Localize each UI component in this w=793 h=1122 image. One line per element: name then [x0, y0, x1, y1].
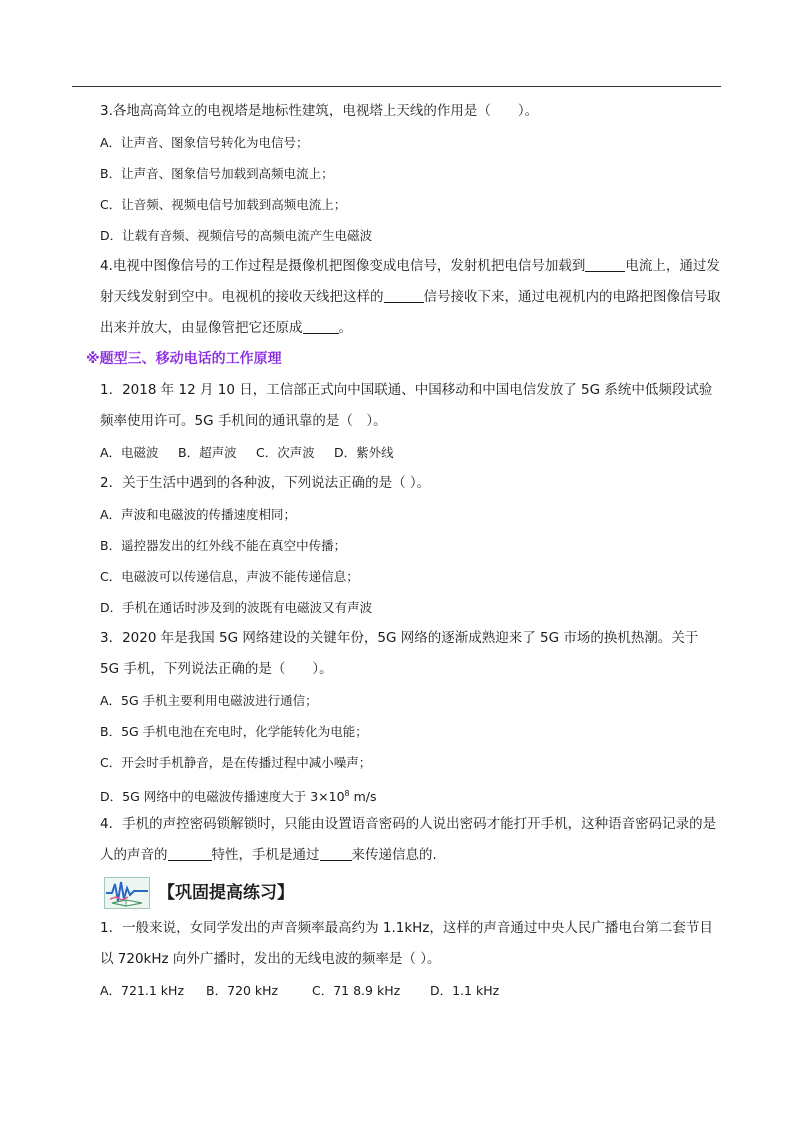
section-heading: ※题型三、移动电话的工作原理 — [86, 351, 282, 367]
question-stem: 1．2018 年 12 月 10 日，工信部正式向中国联通、中国移动和中国电信发放了 5G 系统中低频段试验频率使用许可。5G 手机间的通讯靠的是（ ）。 — [100, 382, 713, 429]
exponent: 8 — [344, 789, 350, 798]
document-body — [72, 96, 721, 1006]
question-stem: 1．一般来说，女同学发出的声音频率最高约为 1.1kHz，这样的声音通过中央人民广播电台第二套节目以 720kHz 向外广播时，发出的无线电波的频率是（ ）。 — [100, 920, 713, 967]
question-stem: 3．2020 年是我国 5G 网络建设的关键年份，5G 网络的逐渐成熟迎来了 5G 市场的换机热潮。关于 5G 手机，下列说法正确的是（ ）。 — [100, 630, 699, 677]
option-a: A．721.1 kHz — [100, 983, 185, 998]
option-d: D．手机在通话时涉及到的波既有电磁波又有声波 — [100, 600, 373, 615]
answer-blank[interactable] — [384, 287, 424, 303]
fill-in-question: 4．手机的声控密码锁解锁时，只能由设置语音密码的人说出密码才能打开手机，这种语音密码记录的是人的声音的 特性，手机是通过 来传递信息的. — [100, 816, 717, 863]
fill-in-question: 4.电视中图像信号的工作过程是摄像机把图像变成电信号，发射机把电信号加载到 电流上，通过发射天线发射到空中。电视机的接收天线把这样的 信号接收下来，通过电视机内的电路把图像信号取出来并放大，由显像管把它还原成 。 — [100, 258, 721, 336]
waveform-book-icon — [104, 877, 150, 909]
answer-blank[interactable] — [168, 845, 212, 861]
option-c: C．让音频、视频电信号加载到高频电流上； — [100, 197, 347, 212]
option-d: D．让载有音频、视频信号的高频电流产生电磁波 — [100, 228, 373, 243]
option-d: D．紫外线 — [334, 445, 394, 460]
option-a: A．5G 手机主要利用电磁波进行通信； — [100, 693, 318, 708]
option-d: D．5G 网络中的电磁波传播速度大于 $3\times 10^8$ m/s — [100, 789, 377, 804]
answer-blank[interactable] — [585, 256, 625, 272]
header-rule — [72, 86, 721, 87]
answer-blank[interactable] — [303, 318, 339, 334]
option-d: D．1.1 kHz — [430, 983, 500, 998]
option-a: A．电磁波 — [100, 445, 159, 460]
option-row — [72, 437, 721, 468]
option-c: C．次声波 — [256, 445, 315, 460]
option-a: A．让声音、图象信号转化为电信号； — [100, 135, 309, 150]
consolidation-header — [72, 873, 721, 913]
consolidation-title: 【巩固提高练习】 — [158, 882, 294, 903]
option-b: B．让声音、图象信号加载到高频电流上； — [100, 166, 334, 181]
option-row — [72, 975, 721, 1006]
option-b: B．5G 手机电池在充电时，化学能转化为电能； — [100, 724, 368, 739]
question-stem: 3.各地高高耸立的电视塔是地标性建筑，电视塔上天线的作用是（ ）。 — [100, 103, 539, 119]
option-b: B．720 kHz — [206, 983, 279, 998]
option-a: A．声波和电磁波的传播速度相同； — [100, 507, 297, 522]
option-c: C．开会时手机静音，是在传播过程中减小噪声； — [100, 755, 372, 770]
option-c: C．电磁波可以传递信息，声波不能传递信息； — [100, 569, 359, 584]
option-b: B．遥控器发出的红外线不能在真空中传播； — [100, 538, 347, 553]
answer-blank[interactable] — [320, 845, 352, 861]
question-stem: 2．关于生活中遇到的各种波，下列说法正确的是（ ）。 — [100, 475, 431, 491]
option-c: C．71 8.9 kHz — [312, 983, 401, 998]
option-b: B．超声波 — [178, 445, 237, 460]
